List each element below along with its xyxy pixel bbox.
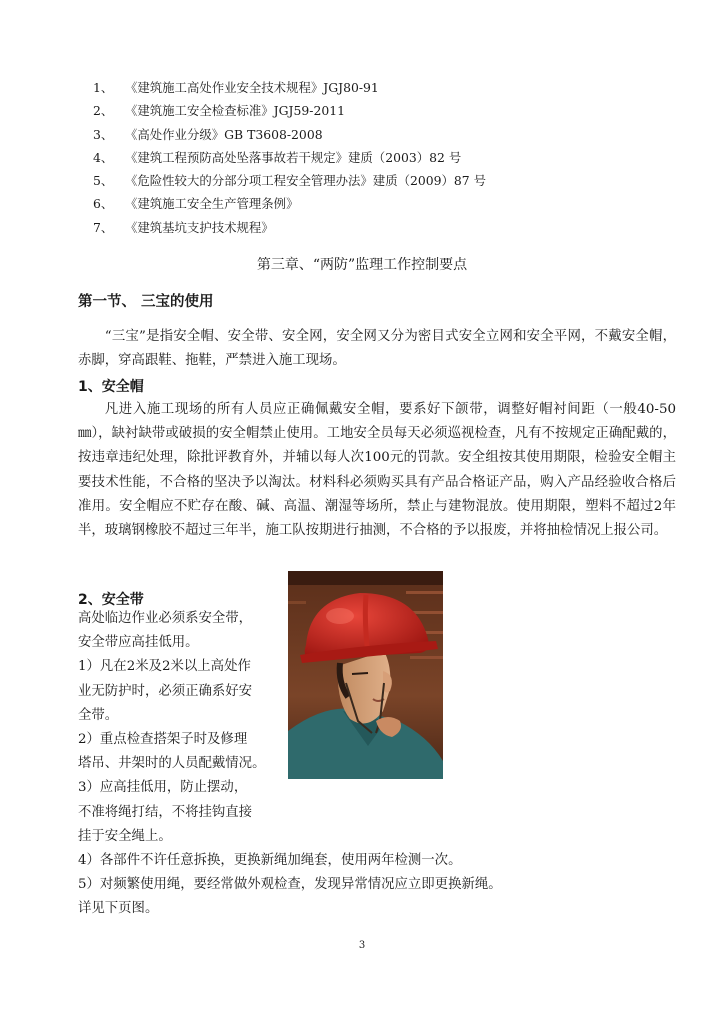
belt-line: 详见下页图。 [78, 901, 159, 917]
list-item: 4、 《建筑工程预防高处坠落事故若干规定》建质（2003）82 号 [93, 149, 462, 165]
helmet-heading: 1、安全帽 [78, 379, 144, 395]
belt-line: 4）各部件不许任意拆换，更换新绳加绳套，使用两年检测一次。 [78, 852, 462, 868]
helmet-paragraph: 凡进入施工现场的所有人员应正确佩戴安全帽，要系好下颌带，调整好帽衬间距（一般40-50㎜），缺衬缺带或破损的安全帽禁止使用。工地安全员每天必须巡视检查，凡有不按规定正确配戴的，按违章违纪处理，除批评教育外，并辅以每人次100元的罚款。安全组按其使用期限，检验安全帽主要技术性能，不合格的坚决予以淘汰。材料科必须购买具有产品合格证产品，购入产品经验收合格后准用。安全帽应不贮存在酸、碱、高温、潮湿等场所，禁止与建物混放。使用期限，塑料不超过2年半，玻璃钢橡胶不超过三年半，施工队按期进行抽测，不合格的予以报废，并将抽检情况上报公司。 [78, 402, 676, 539]
belt-line: 不准将绳打结，不将挂钩直接 [78, 804, 253, 820]
belt-line: 高处临边作业必须系安全带， [78, 611, 253, 626]
intro-paragraph: “三宝”是指安全帽、安全带、安全网，安全网又分为密目式安全立网和安全平网，不戴安全帽，赤脚，穿高跟鞋、拖鞋，严禁进入施工现场。 [78, 329, 676, 369]
chapter-title: 第三章、“两防”监理工作控制要点 [256, 257, 468, 273]
belt-line: 业无防护时，必须正确系好安 [78, 683, 253, 699]
list-item: 2、 《建筑施工安全检查标准》JGJ59-2011 [93, 103, 346, 119]
belt-line: 塔吊、井架时的人员配戴情况。 [78, 756, 266, 772]
belt-line: 1）凡在2米及2米以上高处作 [78, 659, 251, 675]
hardhat-worker-photo [288, 571, 443, 779]
belt-heading: 2、安全带 [78, 592, 144, 608]
list-item: 6、 《建筑施工安全生产管理条例》 [93, 196, 299, 212]
belt-line: 全带。 [78, 707, 119, 723]
section-title: 第一节、 三宝的使用 [78, 294, 214, 310]
belt-line: 安全带应高挂低用。 [78, 635, 199, 651]
belt-line: 挂于安全绳上。 [78, 828, 172, 844]
list-item: 5、 《危险性较大的分部分项工程安全管理办法》建质（2009）87 号 [93, 173, 487, 189]
list-item: 3、 《高处作业分级》GB T3608-2008 [93, 126, 323, 142]
page-number: 3 [358, 940, 366, 951]
reference-list [93, 76, 653, 239]
belt-line: 3）应高挂低用，防止摆动， [78, 780, 248, 796]
list-item: 7、 《建筑基坑支护技术规程》 [93, 219, 274, 235]
list-item: 1、 《建筑施工高处作业安全技术规程》JGJ80-91 [93, 80, 379, 95]
belt-line: 2）重点检查搭架子时及修理 [78, 731, 248, 747]
belt-line: 5）对频繁使用绳，要经常做外观检查，发现异常情况应立即更换新绳。 [78, 877, 502, 893]
